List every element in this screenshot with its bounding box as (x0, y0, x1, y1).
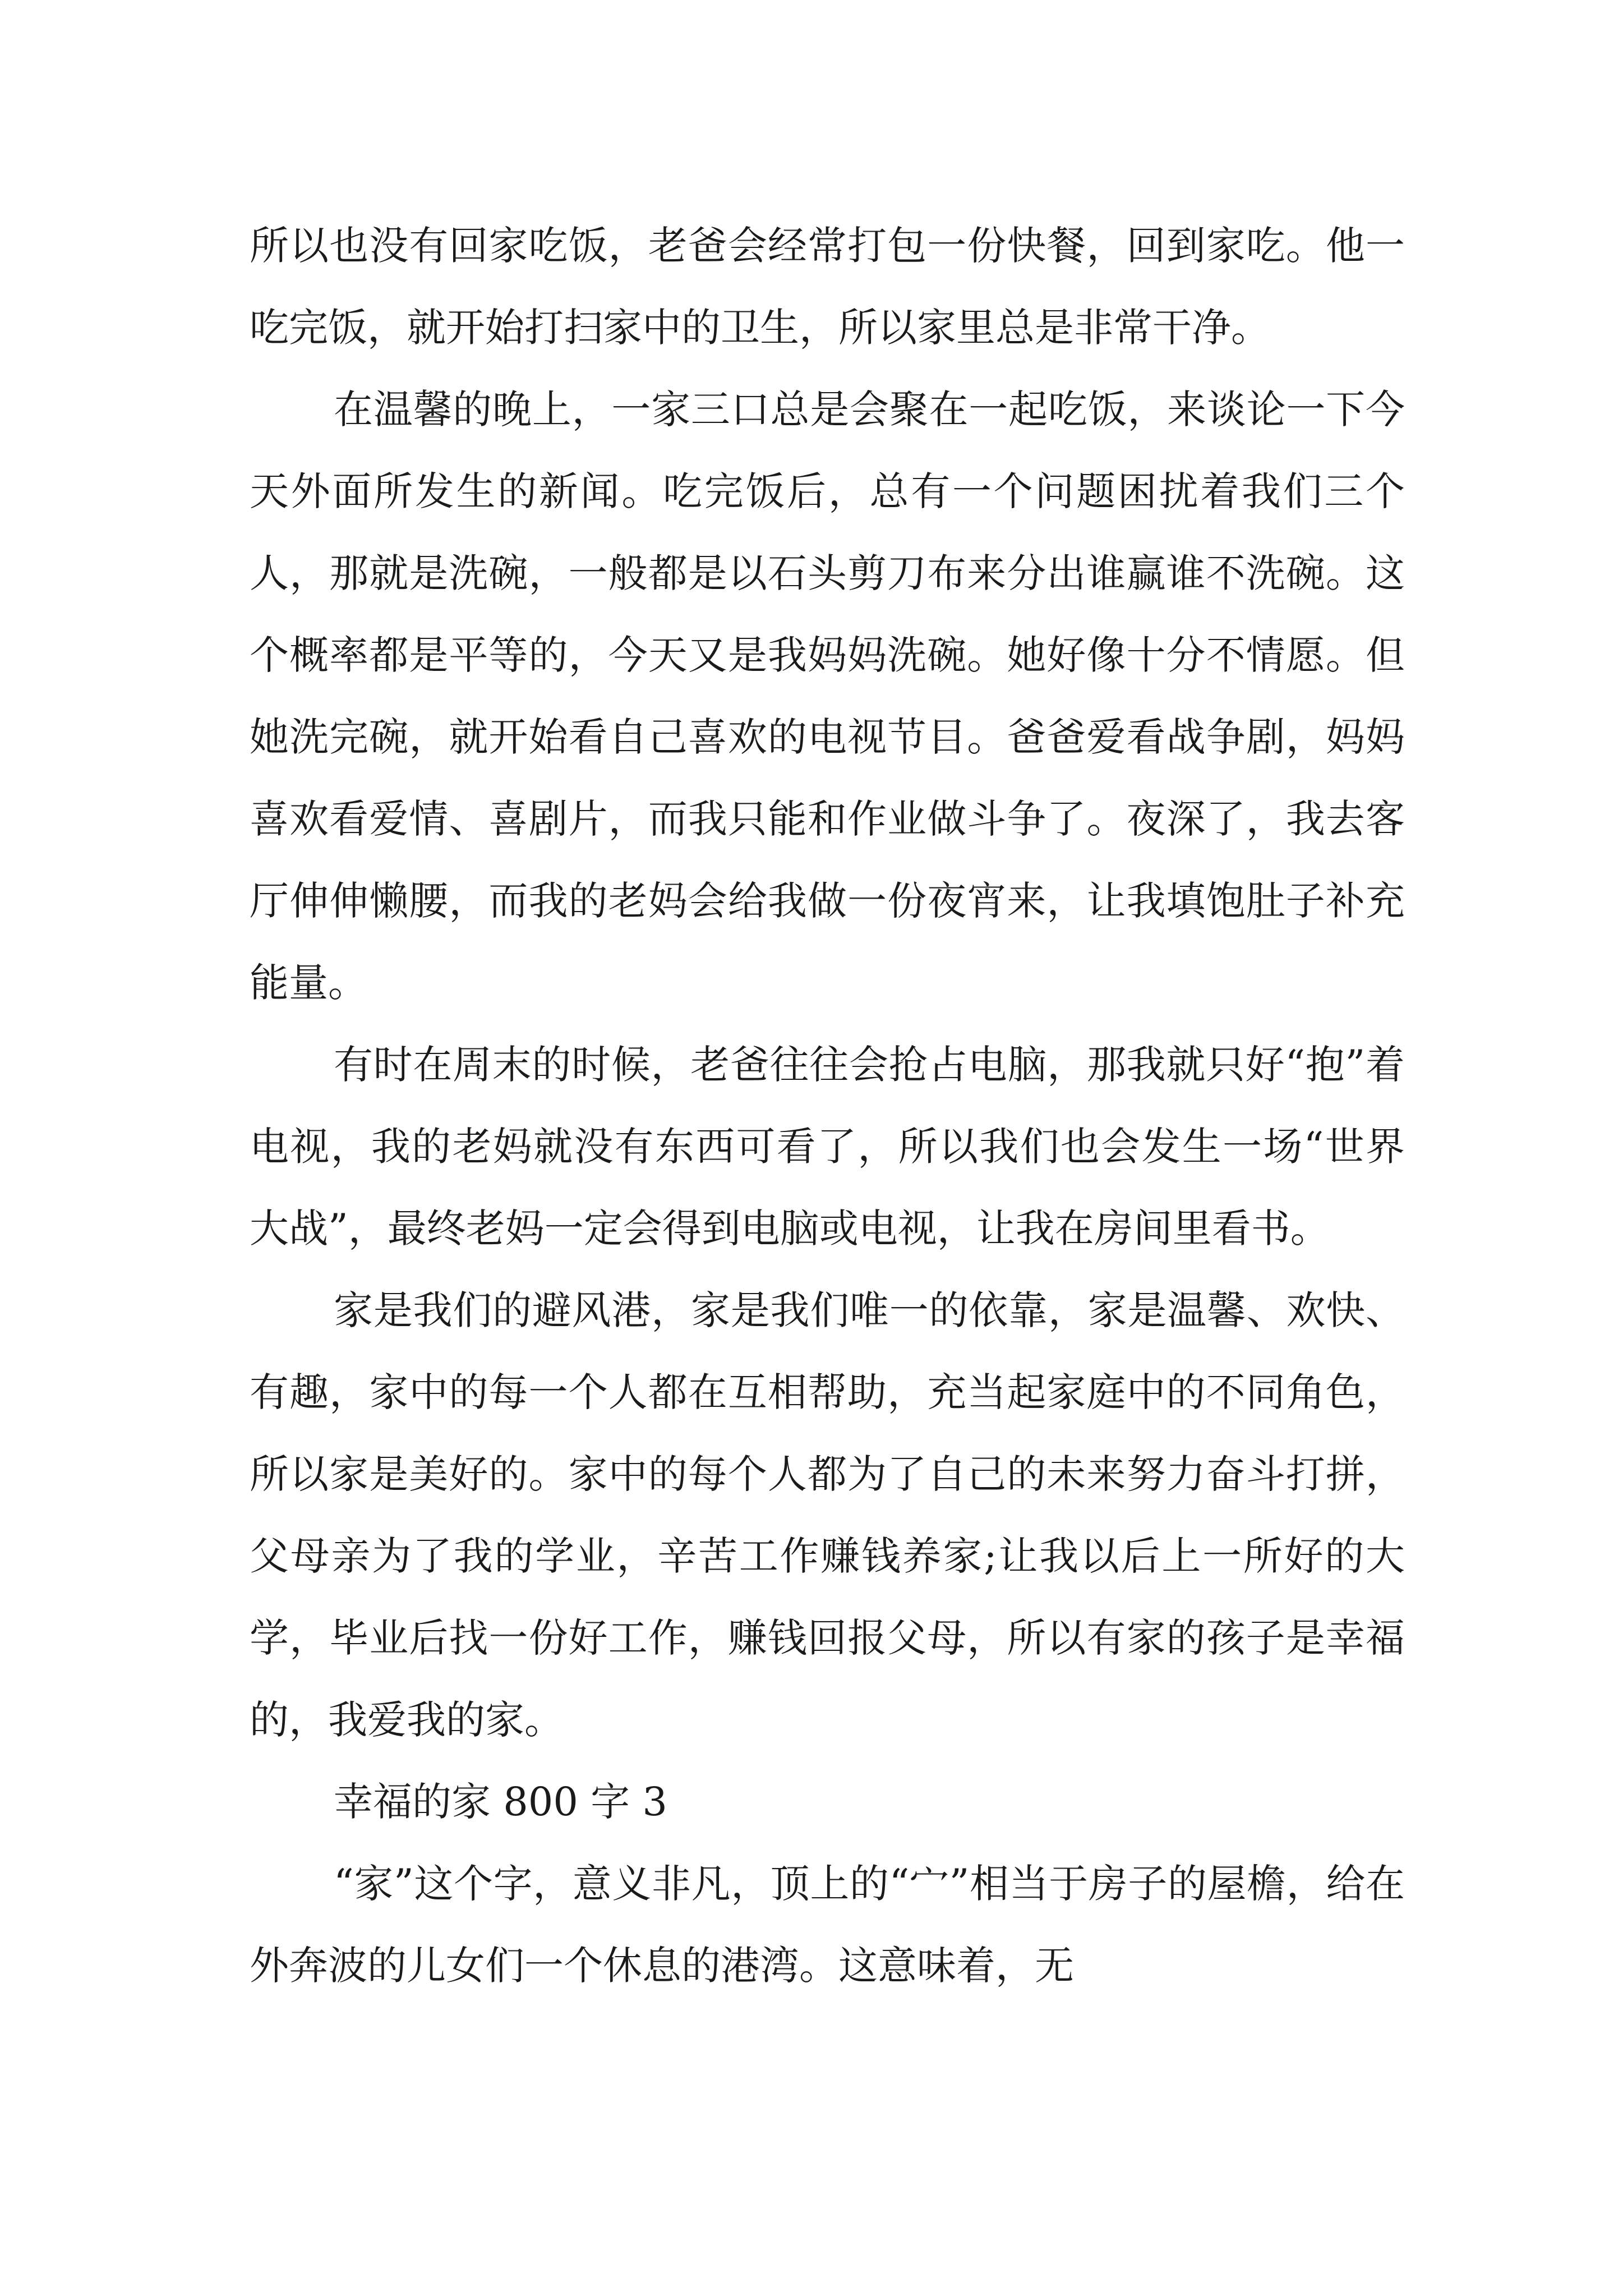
section-heading: 幸福的家 800 字 3 (334, 1779, 667, 1825)
document-body (250, 205, 1405, 2007)
paragraph: 在温馨的晚上，一家三口总是会聚在一起吃饭，来谈论一下今天外面所发生的新闻。吃完饭后，总有一个问题困扰着我们三个人，那就是洗碗，一般都是以石头剪刀布来分出谁赢谁不洗碗。这个概率都是平等的，今天又是我妈妈洗碗。她好像十分不情愿。但她洗完碗，就开始看自己喜欢的电视节目。爸爸爱看战争剧，妈妈喜欢看爱情、喜剧片，而我只能和作业做斗争了。夜深了，我去客厅伸伸懒腰，而我的老妈会给我做一份夜宵来，让我填饱肚子补充能量。 (250, 386, 1405, 1006)
paragraph: 家是我们的避风港，家是我们唯一的依靠，家是温馨、欢快、有趣，家中的每一个人都在互相帮助，充当起家庭中的不同角色，所以家是美好的。家中的每个人都为了自己的未来努力奋斗打拼，父母亲为了我的学业，辛苦工作赚钱养家;让我以后上一所好的大学，毕业后找一份好工作，赚钱回报父母，所以有家的孩子是幸福的，我爱我的家。 (250, 1287, 1405, 1743)
paragraph: 有时在周末的时候，老爸往往会抢占电脑，那我就只好“抱”着电视，我的老妈就没有东西可看了，所以我们也会发生一场“世界大战”，最终老妈一定会得到电脑或电视，让我在房间里看书。 (250, 1042, 1405, 1251)
paragraph: “家”这个字，意义非凡，顶上的“宀”相当于房子的屋檐，给在外奔波的儿女们一个休息的港湾。这意味着，无 (250, 1861, 1405, 1989)
paragraph: 所以也没有回家吃饭，老爸会经常打包一份快餐，回到家吃。他一吃完饭，就开始打扫家中的卫生，所以家里总是非常干净。 (250, 223, 1405, 351)
